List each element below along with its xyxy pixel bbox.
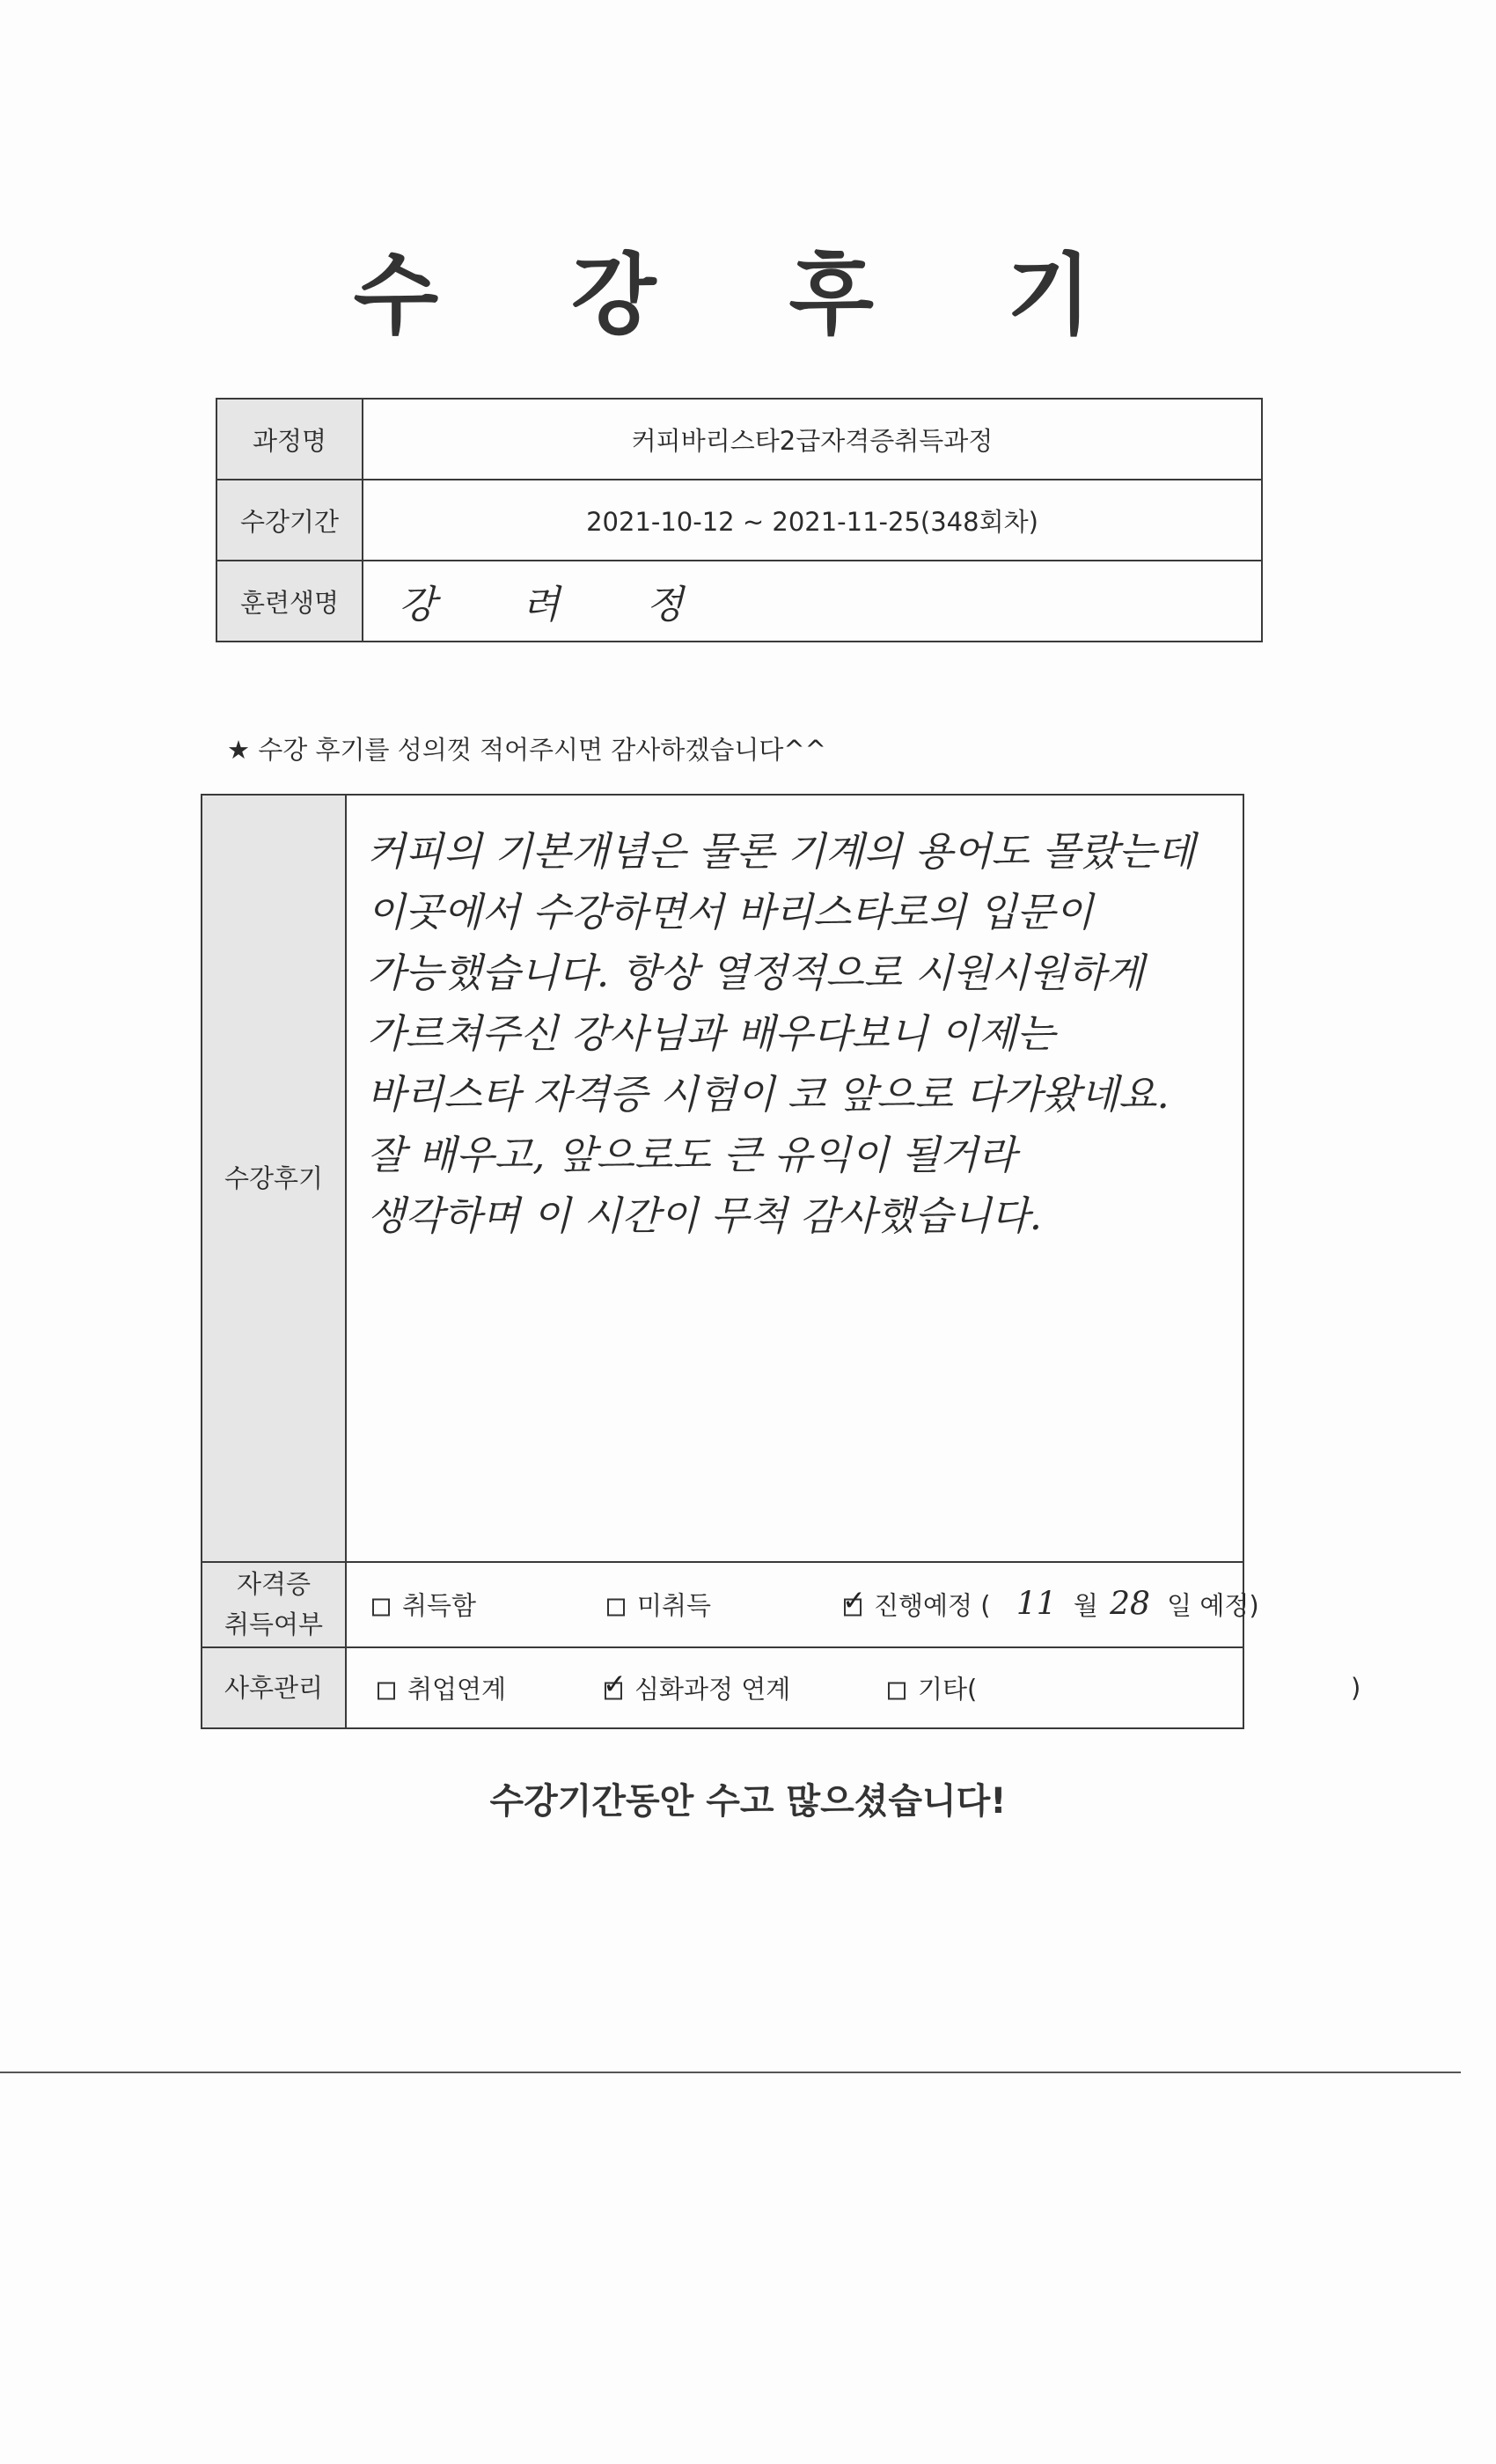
checkbox-in-progress[interactable]: [842, 1583, 866, 1617]
review-line: 잘 배우고, 앞으로도 큰 유익이 될거라: [367, 1132, 1016, 1178]
trainee-name-handwritten: 강 려 정: [399, 583, 721, 627]
planned-month-handwritten: 11: [1016, 1586, 1057, 1623]
review-line: 바리스타 자격증 시험이 코 앞으로 다가왔네요.: [367, 1071, 1170, 1118]
qualification-row: [202, 1562, 1243, 1647]
trainee-value-cell: [363, 561, 1262, 642]
review-table: [201, 794, 1361, 1729]
period-value: 2021-10-12 ~ 2021-11-25(348회차): [363, 480, 1262, 561]
checkbox-other[interactable]: [888, 1682, 906, 1699]
checkbox-not-acquired[interactable]: [607, 1599, 625, 1617]
qualification-label-line2: 취득여부: [224, 1610, 324, 1640]
option-job-link-label: 취업연계: [407, 1674, 507, 1705]
option-other[interactable]: [888, 1669, 977, 1705]
review-label: 수강후기: [202, 795, 346, 1562]
aftercare-options: [348, 1649, 1361, 1727]
month-unit: 월: [1073, 1590, 1098, 1621]
trainee-row: [216, 561, 1262, 642]
closing-message: 수강기간동안 수고 많으셨습니다!: [489, 1781, 1007, 1822]
day-unit: 일 예정): [1167, 1590, 1259, 1621]
review-handwritten-text: [367, 821, 1195, 1246]
review-line: 가능했습니다. 항상 열정적으로 시원시원하게: [367, 950, 1145, 996]
checkbox-acquired[interactable]: [372, 1599, 390, 1617]
review-content-cell[interactable]: [346, 795, 1243, 1562]
check-mark-icon: ✓: [842, 1583, 866, 1617]
scan-edge-line: [0, 2072, 1461, 2073]
course-row: [216, 399, 1262, 480]
course-info-table: [216, 398, 1263, 642]
notice-text: ★ 수강 후기를 성의껏 적어주시면 감사하겠습니다^^: [227, 735, 826, 765]
qualification-label-line1: 자격증: [236, 1569, 312, 1599]
option-advanced-course[interactable]: [605, 1669, 790, 1705]
review-text-area: [348, 796, 1242, 1560]
option-advanced-course-label: 심화과정 연계: [634, 1674, 791, 1705]
aftercare-row: [202, 1647, 1243, 1728]
other-close-paren: ): [1351, 1672, 1361, 1703]
option-not-acquired[interactable]: [607, 1587, 711, 1623]
option-acquired-label: 취득함: [402, 1590, 477, 1621]
aftercare-options-cell: [346, 1647, 1361, 1728]
review-line: 이곳에서 수강하면서 바리스타로의 입문이: [367, 889, 1094, 935]
trainee-label: 훈련생명: [216, 561, 363, 642]
review-row: [202, 795, 1243, 1562]
check-mark-icon: ✓: [603, 1667, 627, 1701]
qualification-options: [348, 1564, 1259, 1645]
option-not-acquired-label: 미취득: [637, 1590, 712, 1621]
course-value: 커피바리스타2급자격증취득과정: [363, 399, 1262, 480]
checkbox-advanced-course[interactable]: [603, 1667, 627, 1701]
course-label: 과정명: [216, 399, 363, 480]
qualification-options-cell: [346, 1562, 1259, 1647]
period-row: [216, 480, 1262, 561]
option-in-progress[interactable]: [842, 1583, 1259, 1623]
period-label: 수강기간: [216, 480, 363, 561]
planned-day-handwritten: 28: [1110, 1586, 1150, 1623]
page-title: 수 강 후 기: [353, 244, 1143, 347]
review-line: 생각하며 이 시간이 무척 감사했습니다.: [367, 1192, 1043, 1239]
option-in-progress-label: 진행예정 (: [874, 1590, 991, 1621]
qualification-label: [202, 1562, 346, 1647]
aftercare-label: 사후관리: [202, 1647, 346, 1728]
option-acquired[interactable]: [372, 1587, 476, 1623]
option-other-label: 기타(: [918, 1674, 978, 1705]
review-line: 커피의 기본개념은 물론 기계의 용어도 몰랐는데: [367, 828, 1195, 875]
checkbox-job-link[interactable]: [378, 1682, 395, 1699]
review-line: 가르쳐주신 강사님과 배우다보니 이제는: [367, 1010, 1055, 1057]
option-job-link[interactable]: [378, 1669, 506, 1705]
